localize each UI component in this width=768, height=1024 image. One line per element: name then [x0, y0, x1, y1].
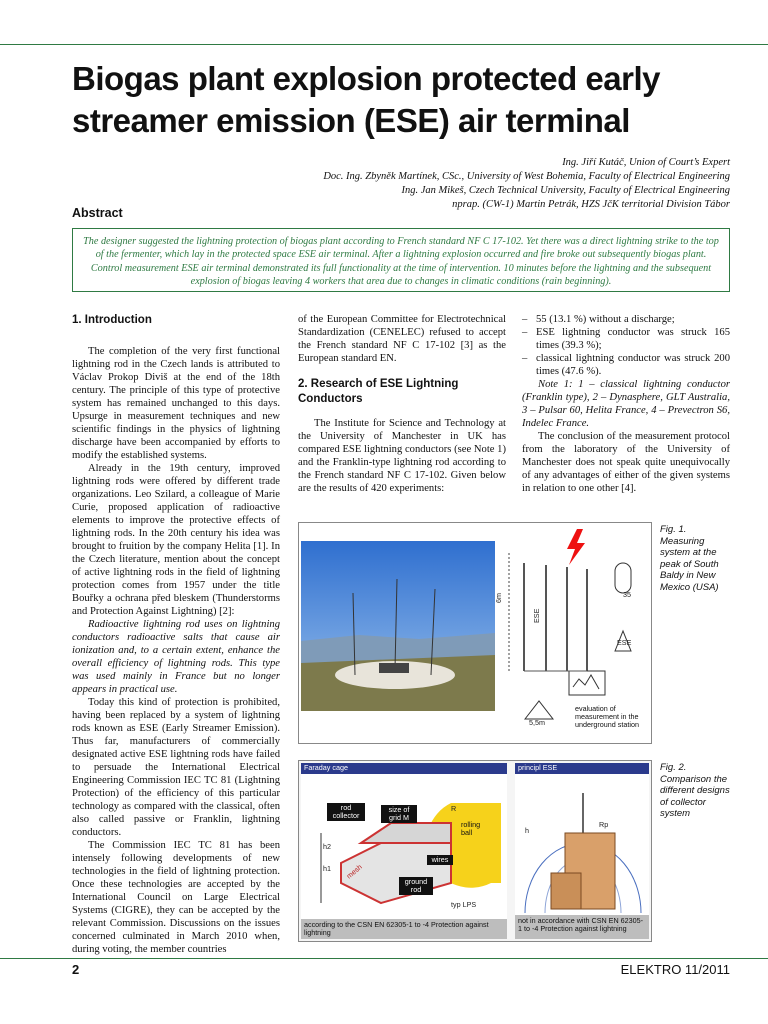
ese-graphic — [515, 773, 649, 919]
paragraph: Today this kind of protection is prohibited, having been replaced by a system of lightning rods known as ESE (Early Streamer Emission). Thus far, manufacturers of commercially designated active ESE lightning rods have failed to persuade the International Electrical Engineering Commission IEC TC 81 (Lightning Protection) of the efficiency of this particular technology as compared with the classical, often also called passive or Franklin, lightning conductors. — [72, 697, 280, 838]
ball-label: 35 — [623, 590, 631, 599]
page-number: 2 — [72, 962, 80, 977]
photo-equipment — [379, 663, 409, 673]
ese-title: principl ESE — [515, 763, 649, 774]
note-1: Note 1: 1 – classical lightning conductor (Franklin type), 2 – Dynasphere, GLT Australia, 3 – Pulsar 60, Helita France, 4 – Prevectron S6, Indelec France. — [522, 379, 730, 429]
faraday-graphic — [301, 773, 507, 919]
author-3: Ing. Jan Mikeš, Czech Technical University, Faculty of Electrical Engineering — [401, 185, 730, 196]
low-building — [551, 873, 581, 909]
signal-trace — [573, 675, 599, 689]
paragraph: The Commission IEC TC 81 has been intensely following developments of new technologies in the field of lightning protection. Once these technologies are accepted by the International Council on Large Electrical Systems (CIGRE), they can be accepted by the relevant Commission. Discussions on the issues concerned culminated in March 2010 when, during voting, the member countries — [72, 840, 280, 955]
h-label: h — [525, 826, 529, 835]
section-heading-introduction: 1. Introduction — [72, 314, 152, 326]
figure-1-caption: Fig. 1. Measuring system at the peak of South Baldy in New Mexico (USA) — [660, 524, 719, 593]
magazine-issue: ELEKTRO 11/2011 — [620, 962, 730, 977]
paragraph: Already in the 19th century, improved lightning rods were offered by different trade organizations. Leo Szilard, a colleague of Marie Curie, proposed application of radioactive elements to improve the protective effects of lightning rods. In the 20th century his idea was brought to fruition by the company Helita [1]. In the Czech literature, mention about the concept of active lightning rods in the field of lightning protection comes from 1957 under the title Bouřky a ochrana před bleskem (Thunderstorms and Protection Against Lightning) [2]: — [72, 463, 280, 617]
figure-1 — [298, 522, 652, 744]
ball-symbol — [615, 563, 631, 593]
research-body — [298, 417, 506, 495]
paragraph: The completion of the very first functional lightning rod in the Czech lands is attributed to Václav Prokop Diviš at the end of the 18th century. The principle of this type of protective system has remained unchanged to this days. Upsurge in measurement techniques and new scientific findings in the physics of lightning discharge have been accompanied by efforts to modify the established systems. — [72, 346, 280, 461]
results-list — [522, 313, 730, 378]
h2-label: h2 — [323, 842, 331, 851]
column-3 — [522, 313, 730, 495]
height-label: 6m — [494, 593, 503, 603]
wires-label: wires — [427, 855, 453, 865]
faraday-panel — [301, 763, 507, 939]
faraday-title: Faraday cage — [301, 763, 507, 774]
col3-body — [522, 313, 730, 495]
top-rule — [0, 44, 768, 45]
paragraph: The conclusion of the measurement protocol from the laboratory of the University of Manchester does not speak quite unequivocally of any advantages of either of the given systems in relation to one other [4]. — [522, 431, 730, 494]
evaluation-label: evaluation of measurement in the underground station — [575, 704, 639, 729]
distance-label: 5,5m — [529, 718, 545, 727]
rolling-ball-label: rolling ball — [461, 820, 481, 837]
ese-panel — [515, 763, 649, 939]
figure-2-caption: Fig. 2. Comparison the different designs of collector system — [660, 762, 730, 819]
author-2: Doc. Ing. Zbyněk Martínek, CSc., University of West Bohemia, Faculty of Electrical Engineering — [323, 171, 730, 182]
author-1: Ing. Jiří Kutáč, Union of Court’s Expert — [562, 157, 730, 168]
ese-footer: not in accordance with CSN EN 62305-1 to -4 Protection against lightning — [515, 915, 649, 939]
paragraph: The Institute for Science and Technology at the University of Manchester in UK has compared ESE lightning conductors (see Note 1) and the Franklin-type lightning rod according to the French standard NF C 17-102. Given below are the results of 420 experiments: — [298, 418, 506, 494]
typ-lps-label: typ LPS — [451, 900, 477, 909]
paragraph-quote: Radioactive lightning rod uses on lightning conductors radioactive salts that cause air ionization and, to a certain extent, enhance the overall efficiency of lightning rods. This type was used mainly in France but no longer appears in practical use. — [72, 619, 280, 695]
ese-label: ESE — [617, 638, 632, 647]
roof-shape — [361, 823, 451, 843]
bottom-rule — [0, 958, 768, 959]
rod-collector-label: rod collector — [327, 803, 365, 821]
paragraph: of the European Committee for Electrotechnical Standardization (CENELEC) refused to accept the French standard NF C 17-102 [3] as the European standard EN. — [298, 314, 506, 364]
lightning-bolt-icon — [567, 529, 585, 565]
list-item: – 55 (13.1 %) without a discharge; — [522, 313, 730, 326]
column-1 — [72, 313, 280, 956]
list-item: – classical lightning conductor was struck 200 times (47.6 %). — [522, 352, 730, 378]
r-label: R — [451, 804, 457, 813]
abstract-heading: Abstract — [72, 206, 123, 220]
list-item: – ESE lightning conductor was struck 165 times (39.3 %); — [522, 326, 730, 352]
ground-rod-label: ground rod — [399, 877, 433, 895]
article-title: Biogas plant explosion protected early streamer emission (ESE) air terminal — [72, 60, 660, 139]
ese-rod-label: ESE — [532, 608, 541, 623]
distance-triangle — [525, 701, 553, 719]
author-list — [250, 156, 730, 212]
faraday-footer: according to the CSN EN 62305-1 to -4 Protection against lightning — [301, 919, 507, 939]
section-heading-research: 2. Research of ESE Lightning Conductors — [298, 378, 459, 405]
h1-label: h1 — [323, 864, 331, 873]
measurement-box — [569, 671, 605, 695]
mesh-label: mesh — [344, 862, 364, 881]
column-2 — [298, 313, 506, 495]
figure-2 — [298, 760, 652, 942]
intro-body — [72, 345, 280, 956]
grid-size-label: size of grid M — [381, 805, 417, 823]
col2-body — [298, 313, 506, 365]
rp-label: Rp — [599, 820, 609, 829]
abstract-text: The designer suggested the lightning protection of biogas plant according to French standard NF C 17-102. Yet there was a direct lightning strike to the top of the fermenter, which lay in the protected space ESE air terminal. After a lightning explosion occurred and fire broke out subsequently biogas plant. Control measurement ESE air terminal demonstrated its full functionality at the time of intervention. 10 minutes before the lightning and the subsequent explosion of biogas leaving 4 workers that area due to changes in climatic conditions (rain beginning). — [83, 236, 719, 287]
abstract-box — [72, 228, 730, 292]
author-4: nprap. (CW-1) Martin Petrák, HZS JčK territorial Division Tábor — [452, 199, 730, 210]
